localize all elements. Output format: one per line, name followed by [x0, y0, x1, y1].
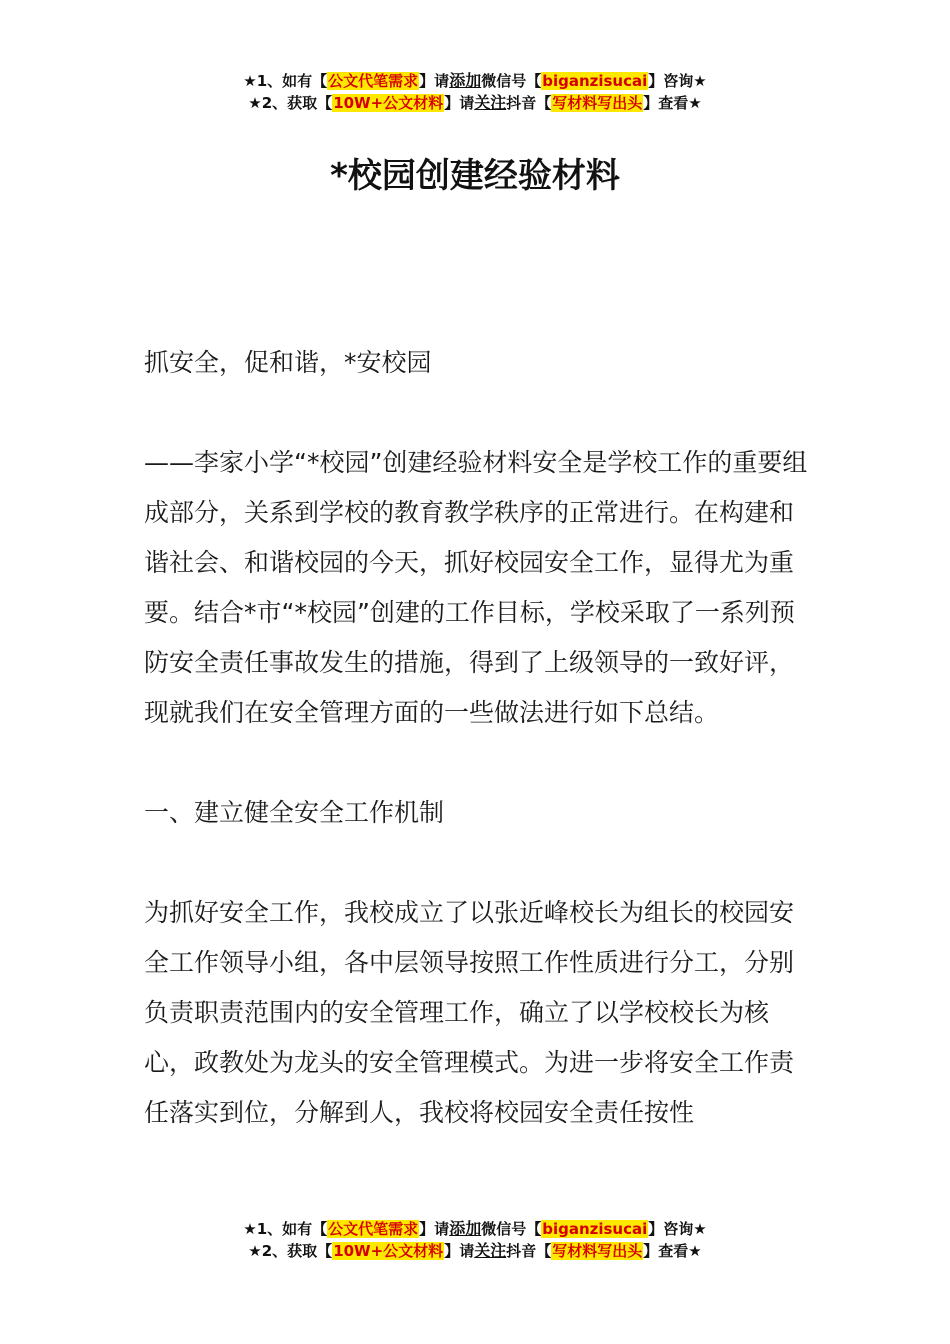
spacer	[144, 738, 809, 788]
promo-text: 】查看★	[643, 1242, 702, 1260]
promo-underline: 关注	[474, 1241, 507, 1260]
promo-line-1	[0, 70, 950, 92]
bottom-promo-banner	[0, 1218, 950, 1262]
promo-highlight: 写材料写出头	[552, 94, 643, 112]
promo-text: ★1、如有【	[243, 72, 328, 90]
promo-line-2	[0, 1240, 950, 1262]
promo-text: ★2、获取【	[248, 1242, 333, 1260]
promo-underline: 添加	[449, 71, 482, 90]
top-promo-banner	[0, 70, 950, 114]
promo-text: 】请	[444, 94, 475, 112]
document-title: *校园创建经验材料	[330, 156, 620, 196]
promo-highlight: biganzisucai	[542, 72, 648, 90]
promo-highlight: 10W+公文材料	[333, 1242, 444, 1260]
promo-text: 】请	[419, 1220, 450, 1238]
promo-line-1	[0, 1218, 950, 1240]
document-subtitle: 抓安全，促和谐，*安校园	[144, 348, 432, 377]
intro-paragraph: ——李家小学“*校园”创建经验材料安全是学校工作的重要组成部分，关系到学校的教育教学秩序的正常进行。在构建和谐社会、和谐校园的今天，抓好校园安全工作，显得尤为重要。结合*市“*校园”创建的工作目标，学校采取了一系列预防安全责任事故发生的措施，得到了上级领导的一致好评，现就我们在安全管理方面的一些做法进行如下总结。	[144, 448, 808, 727]
promo-text: 抖音【	[506, 1242, 552, 1260]
document-body	[144, 338, 809, 1138]
promo-line-2	[0, 92, 950, 114]
promo-text: 】查看★	[643, 94, 702, 112]
promo-underline: 添加	[449, 1219, 482, 1238]
promo-highlight: 写材料写出头	[552, 1242, 643, 1260]
promo-text: 】请	[419, 72, 450, 90]
promo-text: 】咨询★	[648, 72, 707, 90]
spacer	[144, 388, 809, 438]
promo-highlight: biganzisucai	[542, 1220, 648, 1238]
promo-text: 微信号【	[481, 1220, 542, 1238]
promo-text: 微信号【	[481, 72, 542, 90]
promo-text: ★2、获取【	[248, 94, 333, 112]
section-paragraph: 为抓好安全工作，我校成立了以张近峰校长为组长的校园安全工作领导小组，各中层领导按照工作性质进行分工，分别负责职责范围内的安全管理工作，确立了以学校校长为核心，政教处为龙头的安全管理模式。为进一步将安全工作责任落实到位，分解到人，我校将校园安全责任按性	[144, 898, 795, 1127]
promo-text: 抖音【	[506, 94, 552, 112]
promo-underline: 关注	[474, 93, 507, 112]
promo-text: 】请	[444, 1242, 475, 1260]
promo-highlight: 公文代笔需求	[328, 1220, 419, 1238]
section-heading: 一、建立健全安全工作机制	[144, 798, 445, 827]
promo-text: 】咨询★	[648, 1220, 707, 1238]
promo-highlight: 公文代笔需求	[328, 72, 419, 90]
spacer	[144, 838, 809, 888]
promo-text: ★1、如有【	[243, 1220, 328, 1238]
promo-highlight: 10W+公文材料	[333, 94, 444, 112]
